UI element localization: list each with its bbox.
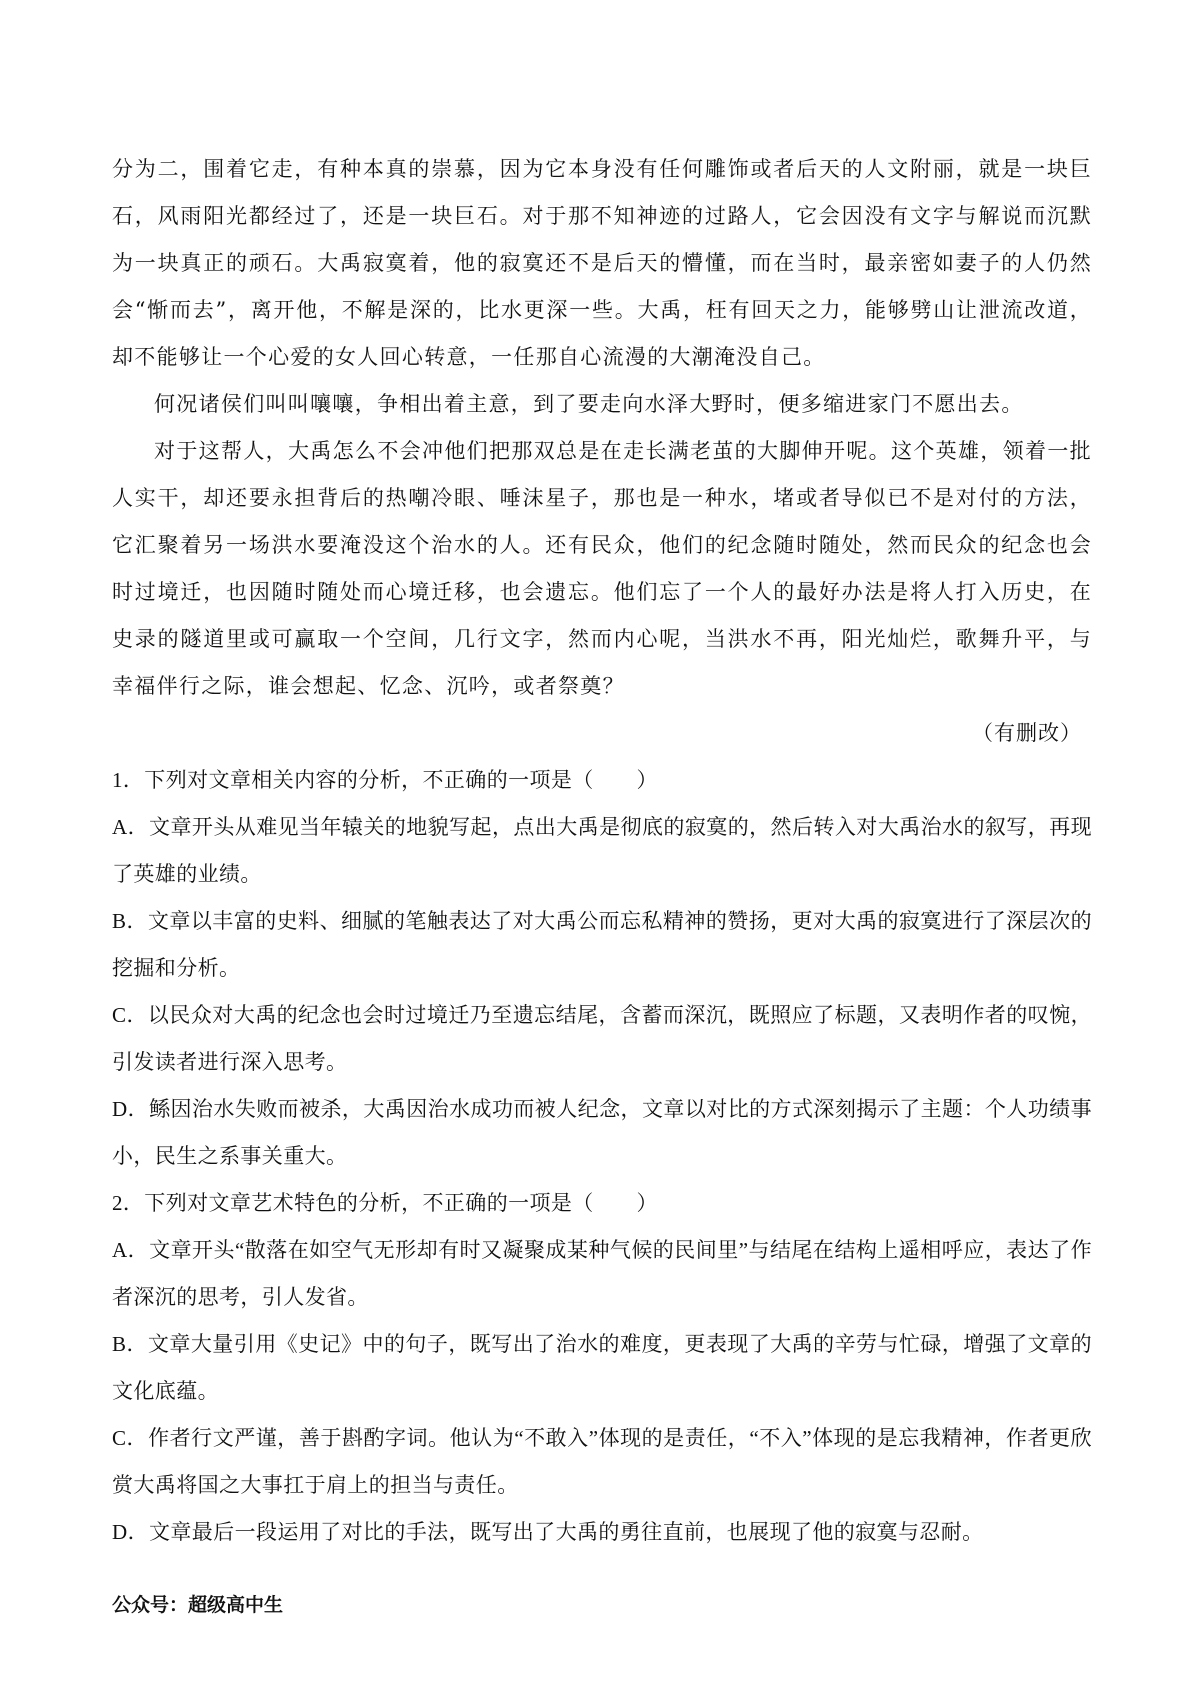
answer-option-a: A．文章开头从难见当年辕关的地貌写起，点出大禹是彻底的寂寞的，然后转入对大禹治水的叙写，再现了英雄的业绩。 <box>112 815 1092 886</box>
passage-paragraph: 对于这帮人，大禹怎么不会冲他们把那双总是在走长满老茧的大脚伸开呢。这个英雄，领着一批人实干，却还要永担背后的热嘲冷眼、唾沫星子，那也是一种水，堵或者导似已不是对付的方法，它汇聚着另一场洪水要淹没这个治水的人。还有民众，他们的纪念随时随处，然而民众的纪念也会时过境迁，也因随时随处而心境迁移，也会遗忘。他们忘了一个人的最好办法是将人打入历史，在史录的隧道里或可赢取一个空间，几行文字，然而内心呢，当洪水不再，阳光灿烂，歌舞升平，与幸福伴行之际，谁会想起、忆念、沉吟，或者祭奠？ <box>112 439 1092 698</box>
answer-option-d: D．鲧因治水失败而被杀，大禹因治水成功而被人纪念，文章以对比的方式深刻揭示了主题：个人功绩事小，民生之系事关重大。 <box>112 1097 1092 1168</box>
document-page <box>112 146 1092 1556</box>
answer-option-b: B．文章以丰富的史料、细腻的笔触表达了对大禹公而忘私精神的赞扬，更对大禹的寂寞进行了深层次的挖掘和分析。 <box>112 909 1092 980</box>
reading-passage <box>112 146 1092 757</box>
answer-option-a: A．文章开头“散落在如空气无形却有时又凝聚成某种气候的民间里”与结尾在结构上遥相呼应，表达了作者深沉的思考，引人发省。 <box>112 1238 1092 1309</box>
passage-paragraph: 分为二，围着它走，有种本真的崇慕，因为它本身没有任何雕饰或者后天的人文附丽，就是一块巨石，风雨阳光都经过了，还是一块巨石。对于那不知神迹的过路人，它会因没有文字与解说而沉默为一块真正的顽石。大禹寂寞着，他的寂寞还不是后天的懵懂，而在当时，最亲密如妻子的人仍然会“惭而去”，离开他，不解是深的，比水更深一些。大禹，枉有回天之力，能够劈山让泄流改道，却不能够让一个心爱的女人回心转意，一任那自心流漫的大潮淹没自己。 <box>112 157 1092 369</box>
answer-option-b: B．文章大量引用《史记》中的句子，既写出了治水的难度，更表现了大禹的辛劳与忙碌，增强了文章的文化底蕴。 <box>112 1332 1092 1403</box>
answer-option-c: C．作者行文严谨，善于斟酌字词。他认为“不敢入”体现的是责任，“不入”体现的是忘我精神，作者更欣赏大禹将国之大事扛于肩上的担当与责任。 <box>112 1426 1092 1497</box>
answer-option-d: D．文章最后一段运用了对比的手法，既写出了大禹的勇往直前，也展现了他的寂寞与忍耐。 <box>112 1520 984 1544</box>
question-list <box>112 757 1092 1556</box>
question-block <box>112 1180 1092 1556</box>
question-stem: 1．下列对文章相关内容的分析，不正确的一项是（ ） <box>112 768 658 792</box>
question-block <box>112 757 1092 1180</box>
question-stem: 2．下列对文章艺术特色的分析，不正确的一项是（ ） <box>112 1191 658 1215</box>
source-credit: （有删改） <box>972 721 1082 745</box>
answer-option-c: C．以民众对大禹的纪念也会时过境迁乃至遗忘结尾，含蓄而深沉，既照应了标题，又表明作者的叹惋，引发读者进行深入思考。 <box>112 1003 1092 1074</box>
footer-watermark: 公众号：超级高中生 <box>112 1594 284 1616</box>
passage-paragraph: 何况诸侯们叫叫嚷嚷，争相出着主意，到了要走向水泽大野时，便多缩进家门不愿出去。 <box>154 392 1024 416</box>
